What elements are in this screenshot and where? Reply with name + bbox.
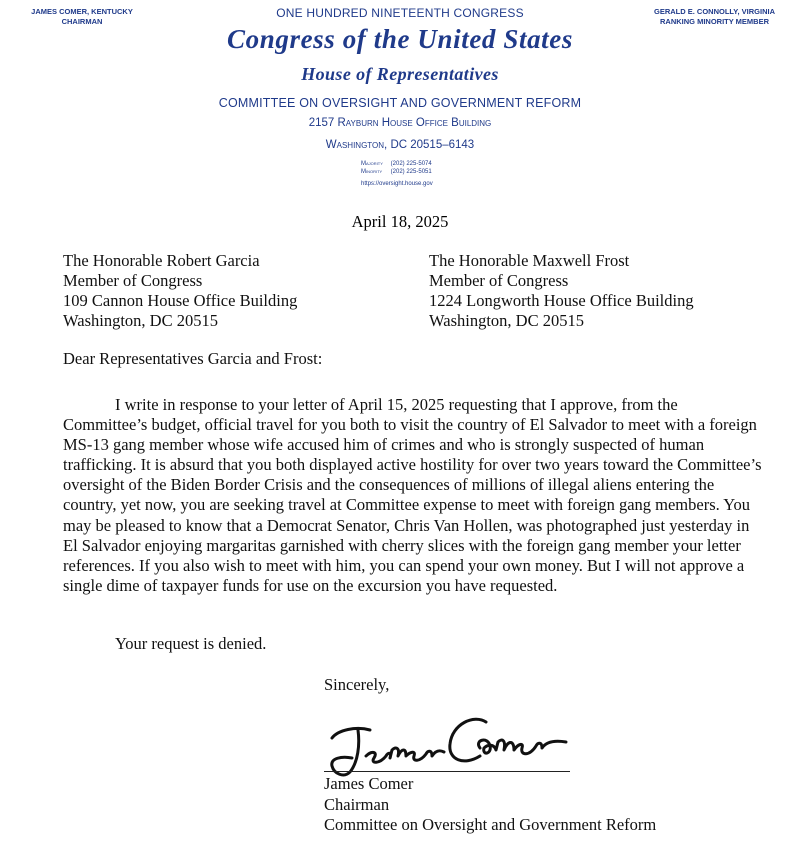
chairman-name: JAMES COMER, KENTUCKY	[31, 7, 133, 16]
handwritten-signature	[318, 700, 588, 782]
recipient-right-line: Washington, DC 20515	[429, 311, 584, 330]
ranking-member-title: RANKING MINORITY MEMBER	[659, 17, 770, 26]
salutation: Dear Representatives Garcia and Frost:	[63, 349, 323, 368]
signer-title: Chairman	[324, 794, 390, 814]
office-address: 2157 Rayburn House Office Building	[308, 117, 492, 129]
minority-phone-row	[361, 168, 432, 176]
majority-phone-row	[361, 160, 432, 168]
signer-committee: Committee on Oversight and Government Reform	[324, 815, 657, 834]
body-paragraph: I write in response to your letter of April 15, 2025 requesting that I approve, from the Committee’s budget, official travel for you both to visit the country of El Salvador to meet with a foreign MS-13 gang member whose wife accused him of crimes and who is strongly suspected of human trafficking. It is absurd that you both displayed active hostility for over two years toward the Committee’s oversight of the Biden Border Crisis and the consequences of millions of illegal aliens entering the country, yet now, you are seeking travel at Committee expense to meet with foreign gang members. You may be pleased to know that a Democrat Senator, Chris Van Hollen, was photographed just yesterday in El Salvador enjoying margaritas garnished with cherry slices with the foreign gang member your letter references. If you also wish to meet with him, you can spend your own money. But I will not approve a single dime of taxpayer funds for use on the excursion you have requested.	[63, 395, 762, 595]
letterhead-title: Congress of the United States	[227, 24, 573, 54]
denial-statement: Your request is denied.	[115, 634, 267, 653]
office-city: Washington, DC 20515–6143	[325, 139, 475, 151]
closing: Sincerely,	[324, 675, 390, 694]
recipient-right-line: 1224 Longworth House Office Building	[429, 291, 694, 310]
minority-phone: (202) 225-5051	[390, 169, 432, 175]
chairman-title: CHAIRMAN	[61, 17, 103, 26]
letterhead-subtitle: House of Representatives	[301, 64, 499, 84]
recipient-right-line: The Honorable Maxwell Frost	[429, 251, 630, 270]
majority-label: Majority	[361, 161, 383, 167]
recipient-left-line: 109 Cannon House Office Building	[63, 291, 298, 310]
recipient-right	[429, 251, 694, 331]
phone-numbers	[361, 160, 432, 176]
recipient-left-line: Member of Congress	[63, 271, 203, 290]
website-link[interactable]: https://oversight.house.gov	[361, 181, 433, 187]
committee-name: COMMITTEE ON OVERSIGHT AND GOVERNMENT REFORM	[218, 96, 582, 110]
congress-number: ONE HUNDRED NINETEENTH CONGRESS	[276, 6, 524, 20]
signer-name: James Comer	[324, 774, 414, 793]
signer-block	[324, 774, 656, 836]
recipient-left-line: Washington, DC 20515	[63, 311, 218, 330]
ranking-member-name: GERALD E. CONNOLLY, VIRGINIA	[654, 7, 775, 16]
letter-date: April 18, 2025	[351, 212, 449, 231]
recipient-right-line: Member of Congress	[429, 271, 569, 290]
recipient-left-line: The Honorable Robert Garcia	[63, 251, 260, 270]
recipient-left	[63, 251, 297, 331]
minority-label: Minority	[361, 169, 383, 175]
signature-line	[324, 771, 570, 772]
majority-phone: (202) 225-5074	[390, 161, 432, 167]
